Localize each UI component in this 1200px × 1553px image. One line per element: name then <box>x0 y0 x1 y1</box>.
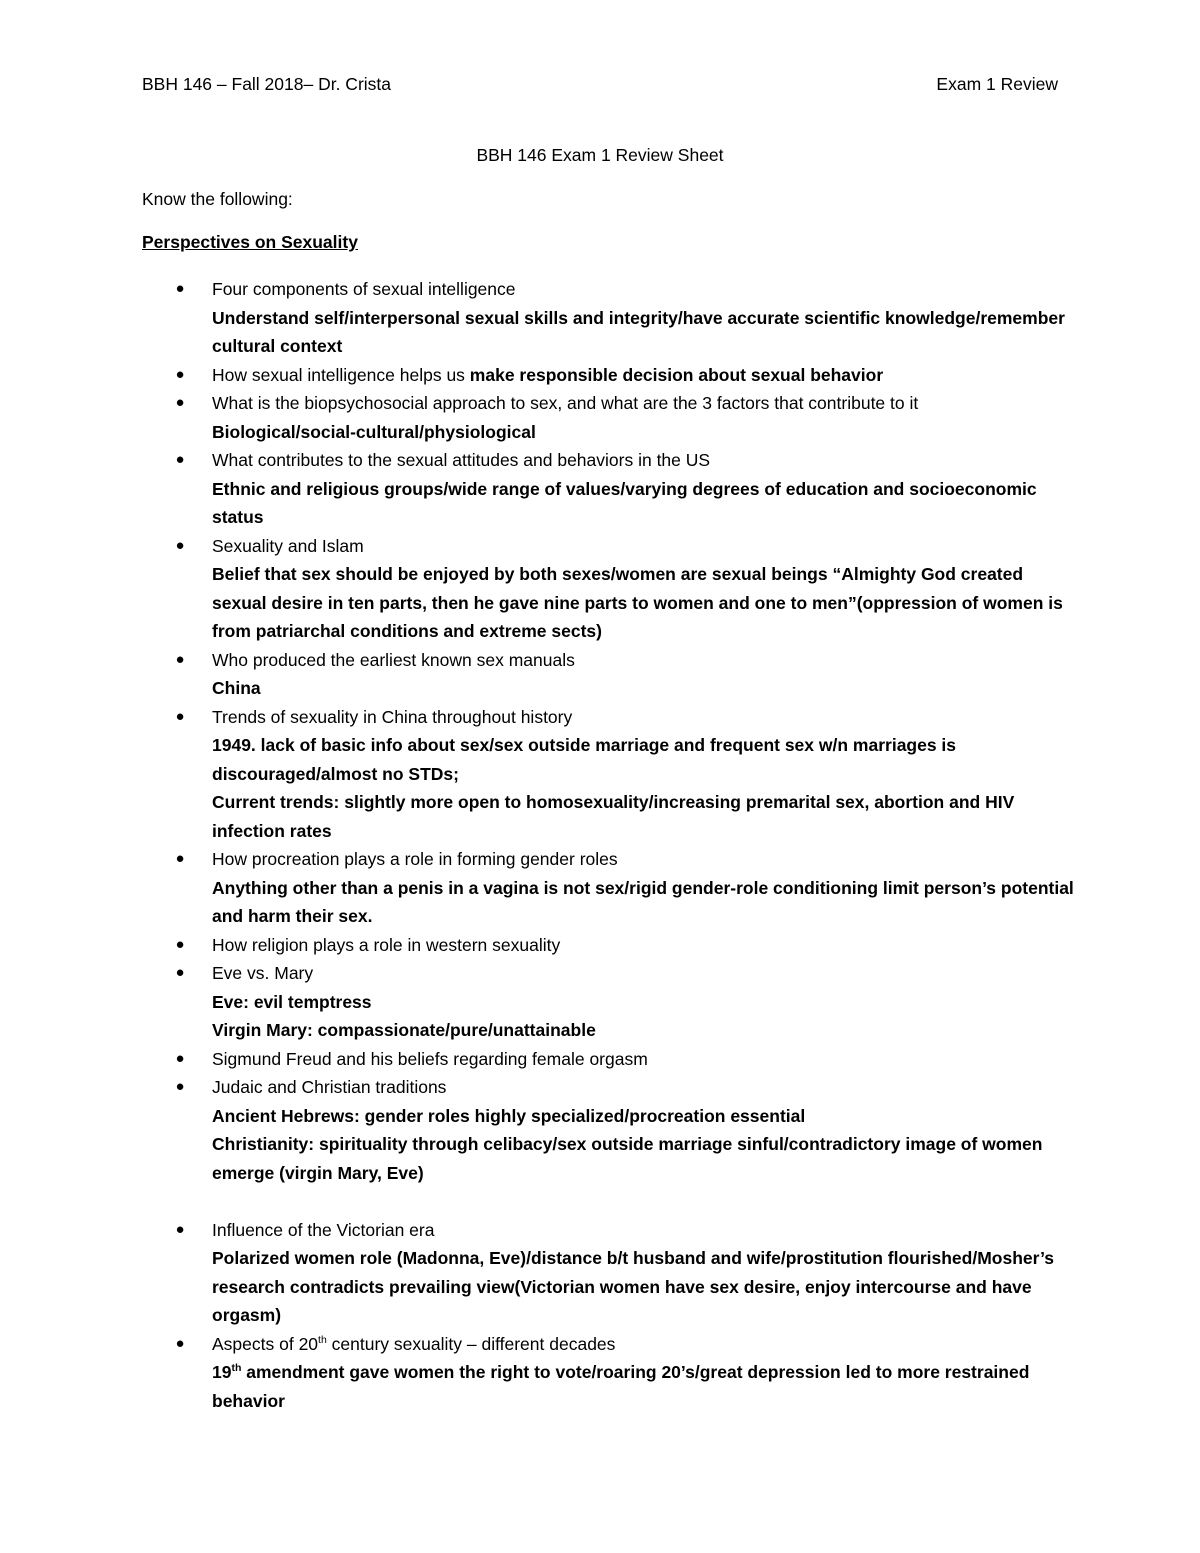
bullet-icon: ● <box>175 650 185 668</box>
list-item <box>0 1216 1200 1330</box>
answer-text: 1949. lack of basic info about sex/sex outside marriage and frequent sex w/n marriages is discouraged/almost no STDs; <box>212 735 957 784</box>
bullet-icon: ● <box>175 935 185 953</box>
answer-text: Christianity: spirituality through celibacy/sex outside marriage sinful/contradictory image of women emerge (virgin Mary, Eve) <box>212 1134 1043 1183</box>
bullet-icon: ● <box>175 850 185 867</box>
question-text: Sigmund Freud and his beliefs regarding female orgasm <box>212 1048 648 1069</box>
answer-text: Ancient Hebrews: gender roles highly specialized/procreation essential <box>212 1105 806 1126</box>
bullet-icon: ● <box>175 1334 185 1352</box>
list-item <box>0 959 1200 1045</box>
list-item <box>0 1045 1200 1074</box>
question-text: Judaic and Christian traditions <box>212 1077 447 1097</box>
bullet-icon: ● <box>175 964 185 981</box>
question-post: century sexuality – different decades <box>326 1333 616 1354</box>
list-item <box>0 361 1200 390</box>
answer-text: Belief that sex should be enjoyed by both sexes/women are sexual beings “Almighty God created sexual desire in ten parts, then he gave nine parts to women and one to men”(oppression of women is from patriarchal conditions and extreme sects) <box>212 564 1063 641</box>
question-lead: How sexual intelligence helps us <box>212 364 470 385</box>
answer-post: amendment gave women the right to vote/roaring 20’s/great depression led to more restrained behavior <box>212 1362 1030 1411</box>
bullet-icon: ● <box>175 451 185 468</box>
question-text <box>212 1330 1200 1359</box>
question-text: Sexuality and Islam <box>212 535 364 556</box>
bullet-icon: ● <box>175 1078 185 1095</box>
list-item <box>0 389 1200 446</box>
review-list <box>0 275 1200 1415</box>
question-text: Trends of sexuality in China throughout history <box>212 706 573 727</box>
question-text: Eve vs. Mary <box>212 963 314 983</box>
question-text: What contributes to the sexual attitudes and behaviors in the US <box>212 450 711 470</box>
document-title: BBH 146 Exam 1 Review Sheet <box>476 145 724 165</box>
answer-text: Polarized women role (Madonna, Eve)/distance b/t husband and wife/prostitution flourished/Mosher’s research contradicts prevailing view(Victorian women have sex desire, enjoy intercourse and have orgasm) <box>212 1248 1055 1325</box>
list-item <box>0 532 1200 646</box>
section-heading: Perspectives on Sexuality <box>142 232 358 252</box>
list-item <box>0 1073 1200 1187</box>
question-pre: Aspects of 20 <box>212 1333 319 1354</box>
bullet-icon: ● <box>175 1049 185 1067</box>
bullet-icon: ● <box>175 707 185 725</box>
bullet-icon: ● <box>175 280 185 297</box>
answer-superscript: th <box>231 1362 242 1375</box>
answer-text: Ethnic and religious groups/wide range of values/varying degrees of education and socioeconomic status <box>212 478 1037 527</box>
bullet-icon: ● <box>175 536 185 554</box>
answer-pre: 19 <box>212 1362 232 1382</box>
bullet-icon: ● <box>175 365 185 383</box>
question-superscript: th <box>318 1333 327 1346</box>
list-item <box>0 703 1200 846</box>
answer-text: Eve: evil temptress <box>212 991 372 1012</box>
question-text: What is the biopsychosocial approach to sex, and what are the 3 factors that contribute to it <box>212 393 919 413</box>
list-item <box>0 446 1200 532</box>
question-bold-answer: make responsible decision about sexual behavior <box>469 364 884 385</box>
header-course: BBH 146 – Fall 2018– Dr. Crista <box>142 74 392 94</box>
intro-text: Know the following: <box>142 189 293 209</box>
bullet-icon: ● <box>175 1220 185 1238</box>
question-text: Four components of sexual intelligence <box>212 279 516 299</box>
answer-text: Anything other than a penis in a vagina is not sex/rigid gender-role conditioning limit person’s potential and harm their sex. <box>212 877 1074 926</box>
answer-text: Current trends: slightly more open to homosexuality/increasing premarital sex, abortion and HIV infection rates <box>212 792 1015 841</box>
bullet-icon: ● <box>175 394 185 411</box>
list-item <box>0 931 1200 960</box>
question-text <box>212 361 1200 390</box>
answer-text: China <box>212 678 261 698</box>
list-item <box>0 1330 1200 1416</box>
header-exam-label: Exam 1 Review <box>936 74 1058 94</box>
list-item <box>0 275 1200 361</box>
answer-text <box>212 1358 1072 1415</box>
list-item <box>0 646 1200 703</box>
answer-text: Understand self/interpersonal sexual skills and integrity/have accurate scientific knowledge/remember cultural context <box>212 307 1065 356</box>
answer-text: Virgin Mary: compassionate/pure/unattainable <box>212 1020 596 1040</box>
question-text: How procreation plays a role in forming gender roles <box>212 849 618 869</box>
question-text: Influence of the Victorian era <box>212 1219 435 1240</box>
list-item <box>0 845 1200 931</box>
answer-text: Biological/social-cultural/physiological <box>212 421 536 442</box>
question-text: Who produced the earliest known sex manuals <box>212 649 575 670</box>
question-text: How religion plays a role in western sexuality <box>212 934 561 955</box>
